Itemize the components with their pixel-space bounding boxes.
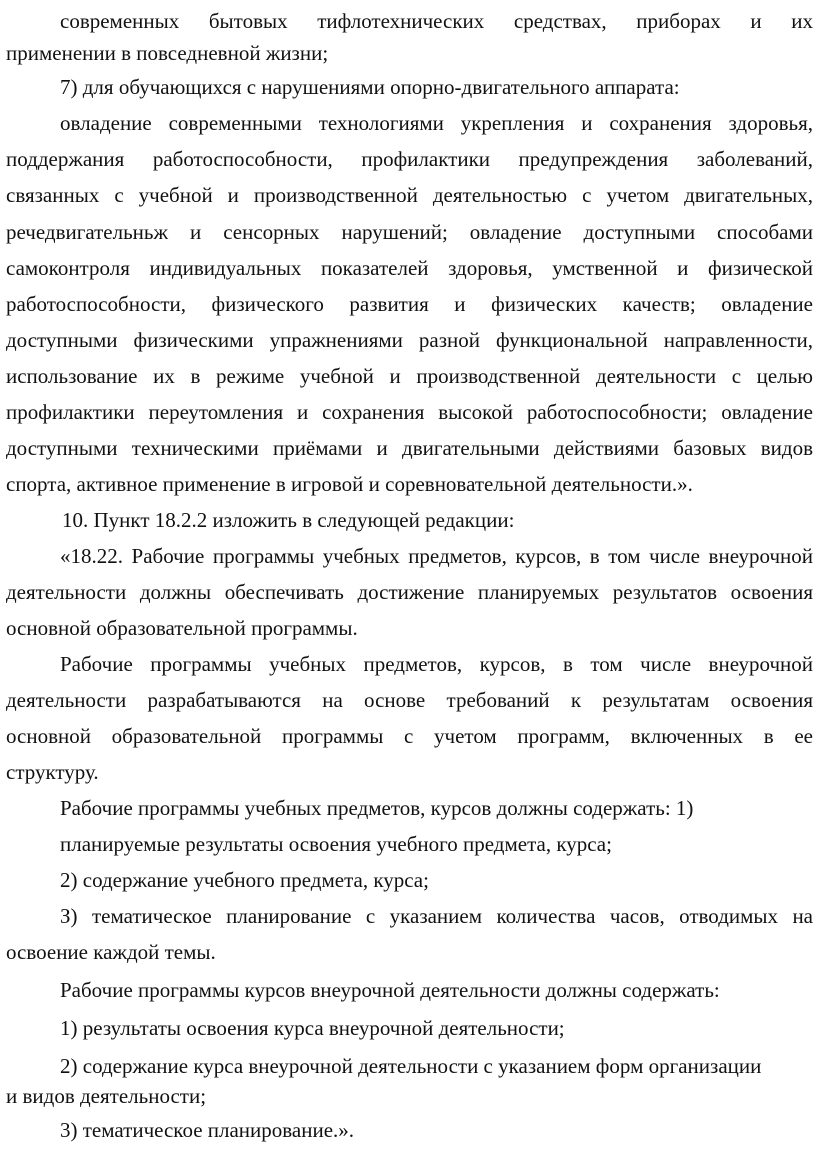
text-line: речедвигательньж и сенсорных нарушений; овладение доступными способами [6, 220, 813, 244]
text-line: использование их в режиме учебной и производственной деятельности с целью [6, 364, 813, 388]
text-line: применении в повседневной жизни; [6, 41, 329, 65]
text-line: 7) для обучающихся с нарушениями опорно-двигательного аппарата: [60, 75, 680, 99]
text-line: спорта, активное применение в игровой и соревновательной деятельности.». [6, 472, 693, 496]
text-line: работоспособности, физического развития и физических качеств; овладение [6, 292, 813, 316]
text-line: основной образовательной программы. [6, 616, 358, 640]
text-line: деятельности должны обеспечивать достижение планируемых результатов освоения [6, 580, 813, 604]
text-line: структуру. [6, 760, 99, 784]
text-line: связанных с учебной и производственной деятельностью с учетом двигательных, [6, 183, 813, 207]
text-line: самоконтроля индивидуальных показателей здоровья, умственной и физической [6, 256, 813, 280]
text-line: овладение современными технологиями укрепления и сохранения здоровья, [60, 111, 813, 135]
text-line: 2) содержание учебного предмета, курса; [60, 868, 429, 892]
text-line: основной образовательной программы с учетом программ, включенных в ее [6, 724, 813, 748]
text-line: 10. Пункт 18.2.2 изложить в следующей редакции: [62, 508, 515, 532]
text-line: и видов деятельности; [6, 1084, 207, 1108]
text-line: 2) содержание курса внеурочной деятельности с указанием форм организации [60, 1054, 762, 1078]
text-line: Рабочие программы учебных предметов, курсов должны содержать: 1) [60, 796, 694, 820]
text-line: планируемые результаты освоения учебного предмета, курса; [60, 832, 612, 856]
text-line: доступными физическими упражнениями разной функциональной направленности, [6, 328, 813, 352]
text-line: доступными техническими приёмами и двигательными действиями базовых видов [6, 436, 813, 460]
text-line: Рабочие программы учебных предметов, курсов, в том числе внеурочной [60, 652, 813, 676]
text-line: З) тематическое планирование с указанием количества часов, отводимых на [60, 904, 813, 928]
text-line: 3) тематическое планирование.». [60, 1118, 355, 1142]
text-line: 1) результаты освоения курса внеурочной деятельности; [60, 1016, 565, 1040]
text-line: профилактики переутомления и сохранения высокой работоспособности; овладение [6, 400, 813, 424]
text-line: освоение каждой темы. [6, 940, 216, 964]
text-line: современных бытовых тифлотехнических средствах, приборах и их [60, 9, 813, 33]
text-line: деятельности разрабатываются на основе требований к результатам освоения [6, 688, 813, 712]
text-line: «18.22. Рабочие программы учебных предметов, курсов, в том числе внеурочной [60, 544, 813, 568]
text-line: Рабочие программы курсов внеурочной деятельности должны содержать: [60, 978, 720, 1002]
text-line: поддержания работоспособности, профилактики предупреждения заболеваний, [6, 147, 813, 171]
